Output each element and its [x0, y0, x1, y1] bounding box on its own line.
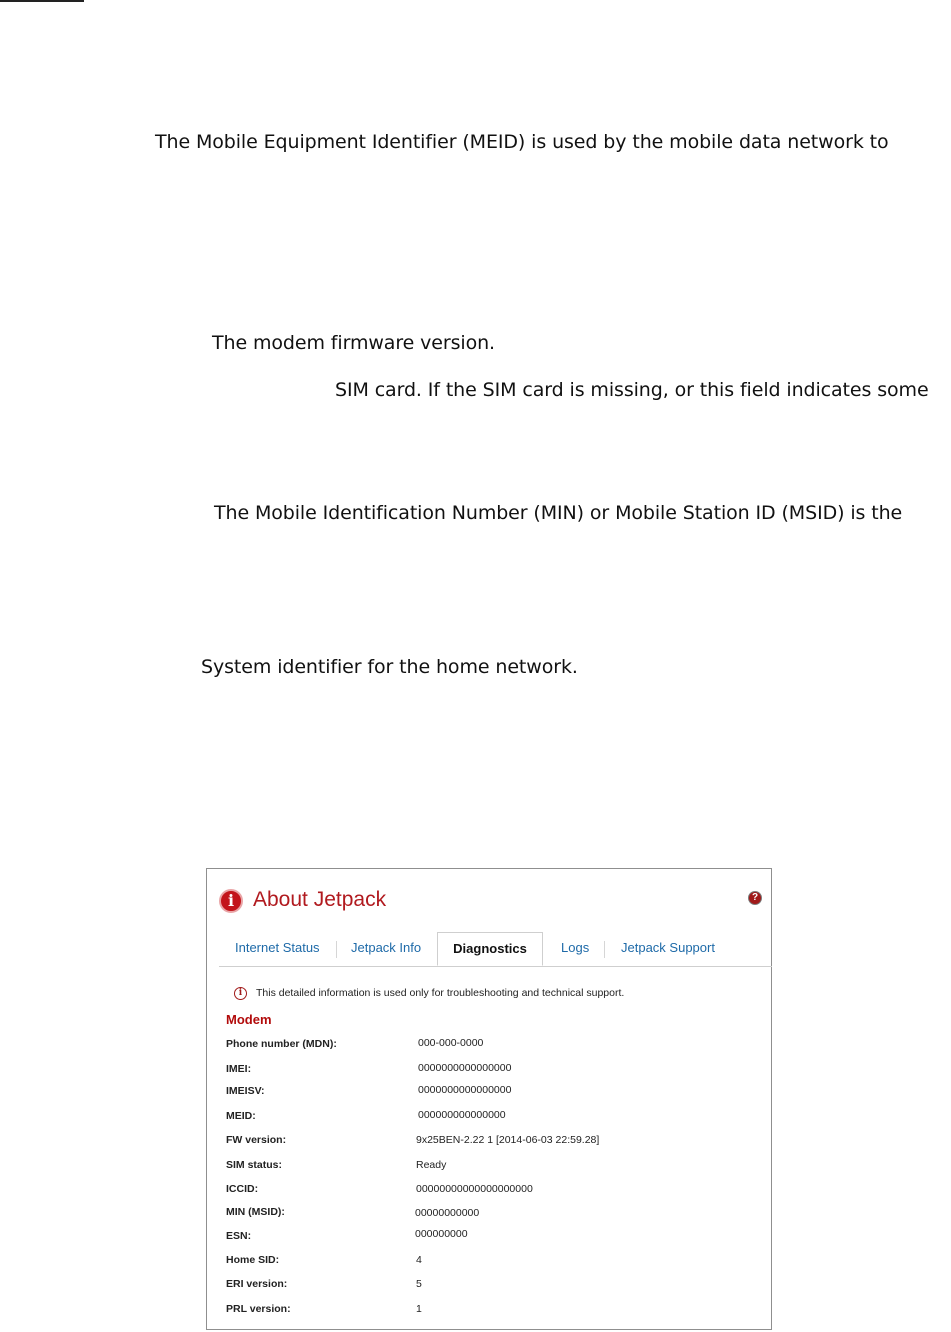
section-title: Modem: [226, 1012, 272, 1027]
row-value-eri: 5: [416, 1278, 422, 1290]
row-value-fw: 9x25BEN-2.22 1 [2014-06-03 22:59.28]: [416, 1134, 600, 1146]
help-icon[interactable]: ?: [748, 891, 762, 905]
top-rule: [0, 0, 84, 2]
row-label-meid: MEID:: [226, 1110, 256, 1122]
row-value-mdn: 000-000-0000: [418, 1037, 484, 1049]
tab-diagnostics[interactable]: Diagnostics: [437, 932, 543, 966]
doc-line-meid: The Mobile Equipment Identifier (MEID) is used by the mobile data network to: [155, 131, 889, 153]
row-value-prl: 1: [416, 1303, 422, 1315]
notice-info-icon: i: [234, 987, 247, 1000]
panel-title: About Jetpack: [253, 888, 387, 911]
row-value-home-sid: 4: [416, 1254, 422, 1266]
row-label-eri: ERI version:: [226, 1278, 288, 1290]
tab-jetpack-info[interactable]: Jetpack Info: [351, 940, 422, 955]
row-label-mdn: Phone number (MDN):: [226, 1038, 337, 1050]
row-label-imeisv: IMEISV:: [226, 1085, 265, 1097]
row-value-iccid: 00000000000000000000: [416, 1183, 533, 1195]
tab-internet-status[interactable]: Internet Status: [235, 940, 320, 955]
tab-logs[interactable]: Logs: [561, 940, 590, 955]
doc-line-sim: SIM card. If the SIM card is missing, or this field indicates some: [335, 379, 929, 401]
doc-line-min: The Mobile Identification Number (MIN) or Mobile Station ID (MSID) is the: [214, 502, 903, 524]
row-value-min: 00000000000: [415, 1207, 480, 1219]
row-value-meid: 000000000000000: [418, 1109, 506, 1121]
row-label-iccid: ICCID:: [226, 1183, 259, 1195]
row-label-imei: IMEI:: [226, 1063, 252, 1075]
row-label-esn: ESN:: [226, 1230, 252, 1242]
tab-bar: [219, 932, 772, 967]
row-label-sim: SIM status:: [226, 1159, 283, 1171]
tab-divider: [336, 941, 337, 958]
row-value-imeisv: 0000000000000000: [418, 1084, 512, 1096]
info-icon: i: [219, 889, 243, 913]
row-value-imei: 0000000000000000: [418, 1062, 512, 1074]
notice-text: This detailed information is used only for troubleshooting and technical support.: [256, 987, 625, 999]
tab-jetpack-support[interactable]: Jetpack Support: [621, 940, 715, 955]
doc-line-sid: System identifier for the home network.: [201, 656, 578, 678]
row-label-prl: PRL version:: [226, 1303, 291, 1315]
row-label-home-sid: Home SID:: [226, 1254, 280, 1266]
doc-line-fw: The modem firmware version.: [212, 332, 495, 354]
row-label-min: MIN (MSID):: [226, 1206, 285, 1218]
about-jetpack-panel: [206, 868, 772, 1330]
row-value-sim: Ready: [416, 1159, 447, 1171]
row-value-esn: 000000000: [415, 1228, 468, 1240]
row-label-fw: FW version:: [226, 1134, 287, 1146]
tab-divider: [604, 941, 605, 958]
